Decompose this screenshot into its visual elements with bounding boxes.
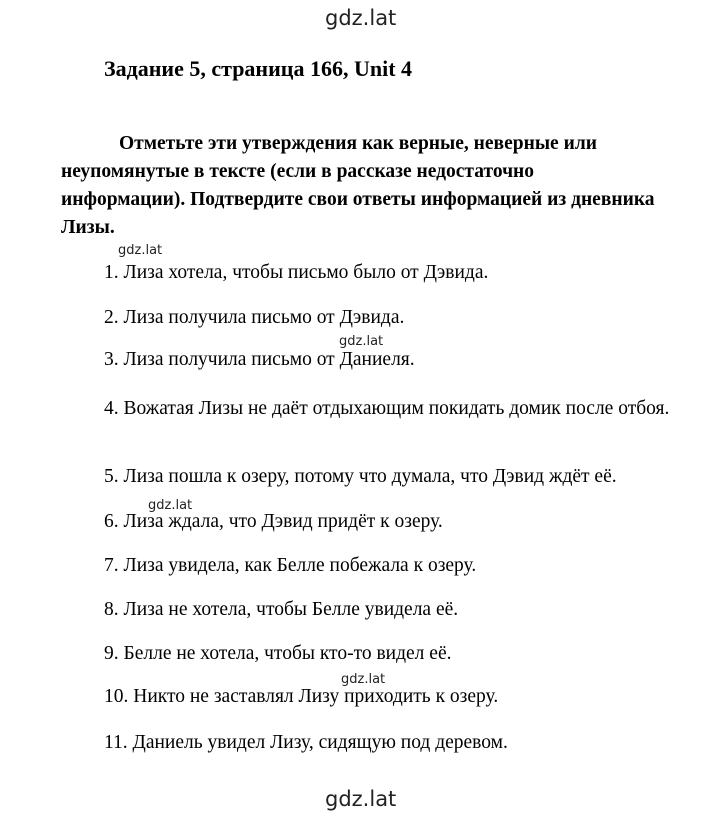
watermark-2: gdz.lat bbox=[339, 334, 384, 349]
watermark-3: gdz.lat bbox=[148, 498, 193, 513]
statement-7: 7. Лиза увидела, как Белле побежала к озеру. bbox=[104, 555, 477, 576]
task-instruction bbox=[61, 130, 661, 242]
statement-6: 6. Лиза ждала, что Дэвид придёт к озеру. bbox=[104, 511, 443, 532]
statement-3: 3. Лиза получила письмо от Даниеля. bbox=[104, 349, 415, 370]
statement-4-text: 4. Вожатая Лизы не даёт отдыхающим покидать домик после отбоя. bbox=[104, 398, 670, 419]
statement-8: 8. Лиза не хотела, чтобы Белле увидела её. bbox=[104, 599, 459, 620]
page-title: Задание 5, страница 166, Unit 4 bbox=[104, 56, 413, 81]
statement-9: 9. Белле не хотела, чтобы кто-то видел её. bbox=[104, 643, 452, 664]
watermark-bottom: gdz.lat bbox=[325, 787, 397, 811]
statement-1: 1. Лиза хотела, чтобы письмо было от Дэвида. bbox=[104, 262, 489, 283]
instruction-text: Отметьте эти утверждения как верные, неверные или неупомянутые в тексте (если в рассказе недостаточно информации). Подтвердите свои ответы информацией из дневника Лизы. bbox=[61, 133, 655, 238]
statement-11: 11. Даниель увидел Лизу, сидящую под деревом. bbox=[104, 732, 508, 753]
watermark-4: gdz.lat bbox=[341, 672, 386, 687]
watermark-top: gdz.lat bbox=[325, 6, 397, 30]
statement-5: 5. Лиза пошла к озеру, потому что думала, что Дэвид ждёт её. bbox=[104, 466, 617, 487]
statement-4 bbox=[61, 395, 681, 423]
statement-2: 2. Лиза получила письмо от Дэвида. bbox=[104, 307, 405, 328]
watermark-1: gdz.lat bbox=[118, 243, 163, 258]
statement-10: 10. Никто не заставлял Лизу приходить к озеру. bbox=[104, 686, 499, 707]
